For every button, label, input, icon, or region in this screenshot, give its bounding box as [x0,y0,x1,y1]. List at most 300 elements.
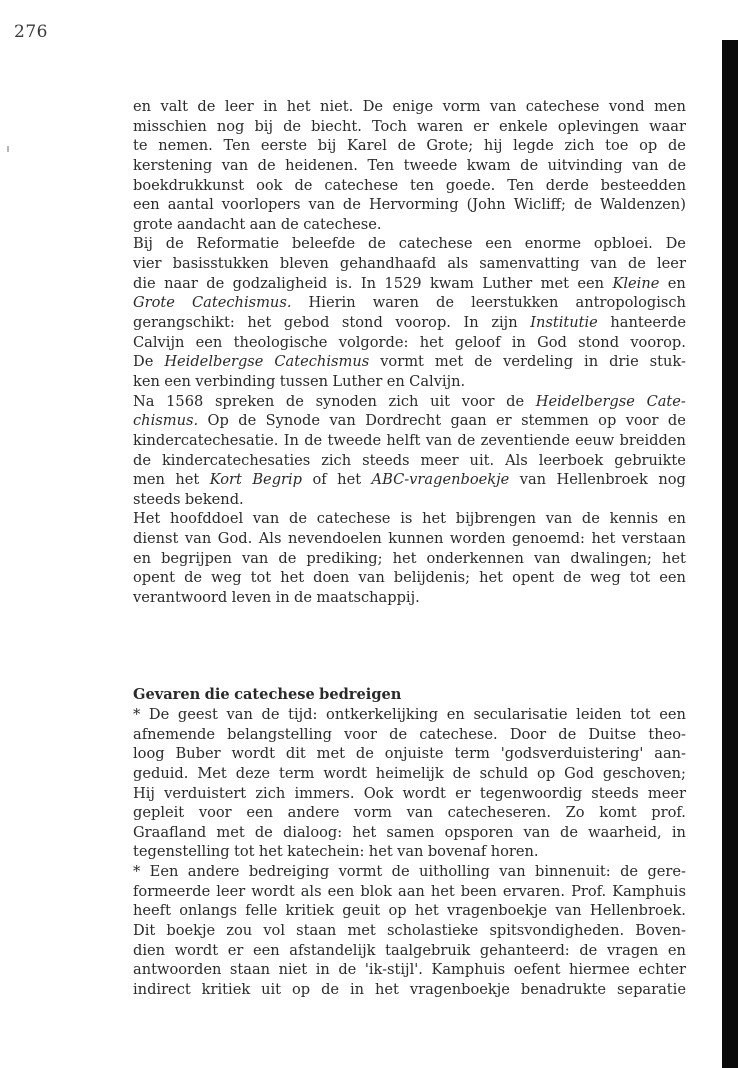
word: In [283,431,299,449]
word: men [654,98,686,115]
word: op [598,412,617,430]
word: voor [625,412,659,430]
word: kunnen [388,530,444,548]
word: spitsvondigheden. [489,922,625,940]
word: Kamphuis [612,882,686,900]
word: het [337,471,362,489]
word: zich [255,784,286,802]
scan-speck [7,146,9,152]
word: naar [164,274,198,292]
word: enkele [499,117,548,135]
word: een [327,882,355,900]
word: samenvatting [479,255,580,273]
word: tot [250,569,272,587]
word: Hierin [308,294,356,312]
word: de [184,569,203,587]
word: oplevingen [557,117,640,135]
word: nemen. [158,137,213,155]
word: en [446,706,465,723]
word: Ten [223,137,251,155]
word: de [289,510,307,528]
word: deze [235,764,271,782]
word: de [338,961,357,979]
word: van [241,549,269,567]
word: antropologisch [575,294,686,312]
word: in [275,589,290,607]
word: verduistert [164,784,247,802]
word: en [667,941,686,959]
word: onjuiste [384,745,444,763]
word: bedreiging [248,863,330,881]
word: ontkerkelijking [326,706,439,723]
word: van [425,431,453,449]
word: in [671,823,686,841]
text-line [133,333,686,353]
word: verantwoord [133,589,228,607]
word: secularisatie [473,706,568,723]
word: grote [133,215,173,233]
word: de [474,353,493,371]
word: misschien [133,117,207,135]
word: het [414,902,439,920]
word: een [252,941,280,959]
word: Grote [133,294,175,312]
word: het [286,98,311,115]
word: de [254,823,273,841]
word: van [590,255,617,273]
word: zich [564,137,595,155]
word: het [247,314,272,332]
word: opbloei. [593,235,653,253]
word: van [184,530,212,548]
word: is. [335,274,353,292]
word: de [261,706,280,723]
word: dwalingen; [570,549,652,567]
word: schuld [479,764,529,782]
word: tegenwoordig [479,784,583,802]
word: leiden [576,706,622,723]
word: taalgebruik [385,941,471,959]
word: van [499,863,526,881]
word: Buber [175,745,221,763]
section-heading [133,685,686,705]
word: de [294,176,313,194]
word: Heidelbergse [164,353,264,371]
word: kerstening [133,156,213,174]
word: uitvinding [547,156,623,174]
word: uit [430,392,451,410]
word: Hellenbroek. [589,902,686,920]
word: zeventiende [480,431,570,449]
word: Hervorming [368,196,459,214]
word: de [165,235,184,253]
word: Het [133,510,161,528]
word: het [375,980,399,998]
word: tijd: [288,706,318,723]
word: niet [278,961,308,979]
word: catechese [324,176,399,194]
word: en [667,274,686,292]
word: doen [313,569,350,587]
word: er [455,784,471,802]
word: Een [149,863,179,881]
word: kennis [609,510,659,528]
word: een [577,274,605,292]
word: catechese. [303,215,382,233]
word: worden [449,530,506,548]
word: de [278,549,297,567]
word: zou [226,922,253,940]
word: voorop. [395,314,451,332]
text-line [133,451,686,471]
word: het [422,510,447,528]
word: een [164,372,191,390]
word: Na [133,392,155,410]
word: God. [217,530,253,548]
word: de [133,451,151,469]
word: afstandelijk [289,941,376,959]
word: 1568 [166,392,204,410]
word: Grote; [426,137,474,155]
text-line [133,980,686,1000]
word: benadrukte [520,980,606,998]
word: tussen [279,372,329,390]
text-line [133,705,686,725]
word: men [133,471,165,489]
word: breidden [619,431,686,449]
word: ABC-vragenboekje [371,471,510,489]
word: heeft [133,902,171,920]
text-line [133,372,686,392]
text-line [133,392,686,412]
word: of [312,471,327,489]
word: 1529 [384,274,422,292]
word: In [360,274,377,292]
word: Hellenbroek [556,471,648,489]
word: niet. [320,98,354,115]
word: verstaan [621,530,686,548]
word: (John [466,196,506,214]
word: gehanteerd: [479,941,570,959]
word: been [460,882,497,900]
word: oefent [513,961,561,979]
word: Synode [265,412,321,430]
word: de [506,392,525,410]
word: het [662,549,686,567]
word: drie [609,353,639,371]
word: steeds [133,490,181,508]
word: de [581,510,600,528]
text-line [133,725,686,745]
word: is [400,510,413,528]
word: de [285,392,304,410]
word: aantal [167,196,214,214]
word: meer [420,451,459,469]
word: te [133,137,148,155]
text-line [133,882,686,902]
word: genoemd: [512,530,585,548]
word: van [329,412,356,430]
word: de [355,745,374,763]
word: Catechismus. [192,294,292,312]
text-line [133,490,686,510]
word: Wicliff; [513,196,566,214]
word: ervaren. [502,882,566,900]
text-line [133,313,686,333]
text-line [133,176,686,196]
word: Kleine [612,274,660,292]
word: immers. [294,784,355,802]
word: opent [512,569,555,587]
word: term [454,745,490,763]
word: het [280,569,305,587]
word: prediking; [306,549,383,567]
word: kwam [429,274,474,292]
word: vol [263,922,286,940]
word: voor [344,725,377,743]
word: met [347,922,376,940]
word: er [473,117,489,135]
word: hij [483,137,503,155]
word: theologische [233,333,328,351]
word: het [352,823,377,841]
word: Ten [507,176,534,194]
word: scholastieke [386,922,479,940]
word: gepleit [133,804,185,822]
word: bovenaf [427,843,487,861]
word: leer [216,882,246,900]
word: belangstelling [227,725,332,743]
word: tot [234,843,255,861]
word: Dit [133,922,156,940]
word: de [667,137,686,155]
word: gaan [450,412,487,430]
word: van [397,843,424,861]
word: prof. [651,804,686,822]
word: Boven- [635,922,686,940]
word: catechese [234,686,315,703]
word: leerstukken [471,294,559,312]
text-line [133,195,686,215]
word: Toch [371,117,407,135]
word: aan- [654,745,686,763]
word: leven [231,589,272,607]
word: de [667,412,686,430]
word: biecht. [311,117,362,135]
word: waar [649,117,686,135]
word: op [537,764,556,782]
word: Zo [565,804,585,822]
word: vier [133,255,162,273]
word: de [238,412,257,430]
text-line [133,921,686,941]
word: steeds [591,784,639,802]
word: de [257,156,276,174]
word: afnemende [133,725,215,743]
text-line [133,744,686,764]
word: kritiek [285,902,335,920]
word: chismus. [133,412,199,430]
word: met [540,274,569,292]
word: bedreigen [319,686,402,703]
word: Met [197,764,227,782]
word: derde [545,176,589,194]
word: voorop. [630,333,686,351]
word: stemmen [521,412,589,430]
word: een [246,804,273,822]
word: belijdenis; [393,569,471,587]
word: aandacht [176,215,246,233]
word: van [489,98,517,115]
word: boekdrukkunst [133,176,245,194]
word: het [368,843,393,861]
word: de [520,156,539,174]
word: weg [211,569,242,587]
word: vragenboekje [409,980,510,998]
word: en [133,549,152,567]
word: een [485,235,512,253]
word: wordt [251,882,295,900]
text-line [133,960,686,980]
text-line [133,470,686,490]
word: een [659,569,686,587]
word: bijbrengen [455,510,537,528]
word: vorm [354,804,392,822]
word: echter [638,961,686,979]
word: vond [608,98,645,115]
word: met [316,745,345,763]
word: met [434,353,464,371]
word: Catechismus [274,353,370,371]
word: leer [657,255,686,273]
word: Als [505,451,528,469]
word: bij [254,117,273,135]
word: 'godsverduistering' [500,745,644,763]
word: Als [258,530,282,548]
word: wordt [323,764,367,782]
word: voor [198,804,232,822]
text-line [133,941,686,961]
word: de [573,196,592,214]
word: stond [341,314,383,332]
word: de [627,255,646,273]
word: zich [388,392,419,410]
word: de [579,941,598,959]
word: Calvijn [133,333,185,351]
word: ook [256,176,283,194]
word: bekend. [184,490,244,508]
word: Prof. [571,882,607,900]
word: samen [386,823,435,841]
text-line [133,254,686,274]
word: van [358,569,385,587]
word: gehandhaafd [339,255,437,273]
word: meer [647,784,686,802]
word: aan [398,882,425,900]
word: indirect [133,980,191,998]
page-number: 276 [14,22,48,42]
word: De [362,98,384,115]
word: goede. [445,176,496,194]
word: Luther [482,274,533,292]
word: God [564,764,594,782]
word: synoden [315,392,377,410]
text-line [133,549,686,569]
word: van [519,471,547,489]
text-line [133,784,686,804]
word: in [263,98,278,115]
word: andere [287,804,340,822]
word: tweede [403,156,458,174]
word: de [436,294,454,312]
word: een [659,706,686,723]
word: onlangs [179,902,237,920]
word: de [367,235,386,253]
word: tweede [327,431,382,449]
word: kritiek [201,980,251,998]
word: van [252,510,280,528]
word: Ten [367,156,395,174]
word: vragen [606,941,659,959]
word: van [523,823,550,841]
word: verbinding [195,372,276,390]
word: geduid. [133,764,189,782]
word: van [406,804,433,822]
word: de [321,980,340,998]
word: komt [599,804,637,822]
text-line [133,862,686,882]
word: in [511,333,526,351]
word: leer [224,98,254,115]
word: horen. [490,843,539,861]
word: De [133,353,154,371]
word: hoofddoel [169,510,244,528]
word: als [300,882,322,900]
word: katechein: [287,843,365,861]
word: die [133,274,156,292]
word: gere- [647,863,686,881]
word: onderkennen [426,549,524,567]
word: opsporen [444,823,514,841]
word: waarheid, [588,823,662,841]
word: van [534,549,561,567]
word: een [195,333,223,351]
word: enige [392,98,434,115]
word: de [558,725,577,743]
text-line [133,842,686,862]
word: kindercatechesatie. [133,431,279,449]
word: geloof [454,333,501,351]
word: hiermee [568,961,630,979]
word: Heidelbergse [535,392,635,410]
word: een [133,196,160,214]
word: de [342,196,361,214]
word: het [591,530,616,548]
word: Gevaren [133,686,201,703]
word: * [133,706,141,723]
word: zich [321,451,352,469]
word: ken [133,372,160,390]
word: formeerde [133,882,211,900]
word: felle [245,902,278,920]
word: de [294,589,312,607]
word: en [133,98,152,115]
word: wordt [402,784,446,802]
word: van [555,902,582,920]
text-line [133,803,686,823]
word: Calvijn. [409,372,466,390]
word: beleefde [291,235,356,253]
